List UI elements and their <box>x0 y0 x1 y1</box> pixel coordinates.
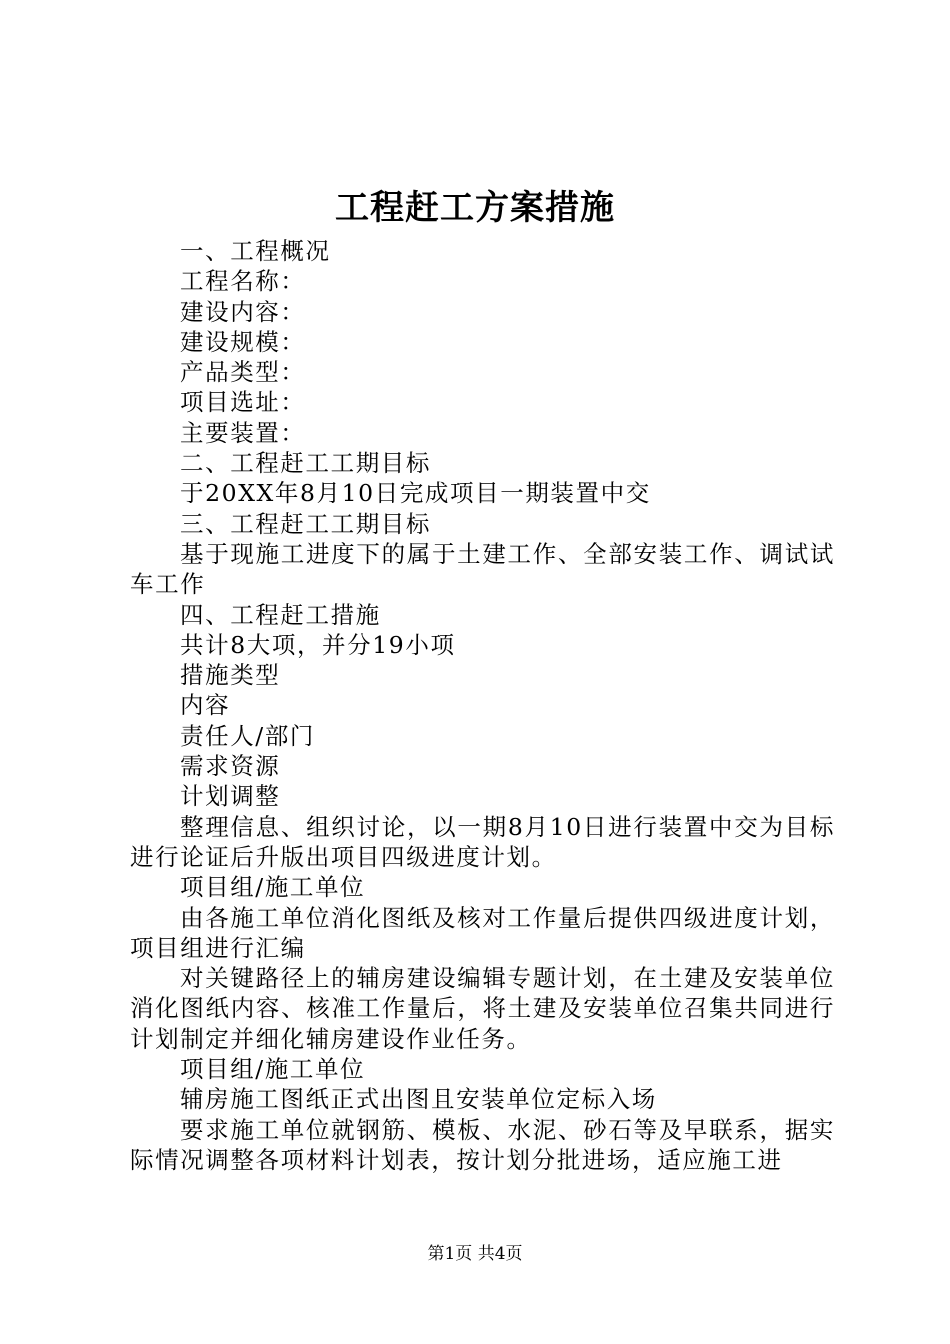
paragraph: 基于现施工进度下的属于土建工作、全部安装工作、调试试车工作 <box>130 539 835 599</box>
paragraph: 责任人/部门 <box>180 721 316 750</box>
paragraph: 产品类型： <box>180 358 306 387</box>
paragraph: 于20XX年8月10日完成项目一期装置中交 <box>180 479 651 508</box>
paragraph: 项目选址： <box>180 388 306 417</box>
page-footer: 第1页 共4页 <box>427 1244 523 1264</box>
paragraph: 四、工程赶工措施 <box>180 600 381 629</box>
paragraph: 主要装置： <box>180 418 306 447</box>
paragraph: 需求资源 <box>180 752 281 781</box>
paragraph: 要求施工单位就钢筋、模板、水泥、砂石等及早联系，据实际情况调整各项材料计划表，按计划分批进场，适应施工进 <box>130 1115 835 1174</box>
paragraph: 一、工程概况 <box>180 237 331 265</box>
paragraph: 措施类型 <box>180 661 281 690</box>
paragraph: 由各施工单位消化图纸及核对工作量后提供四级进度计划，项目组进行汇编 <box>130 903 835 962</box>
paragraph: 辅房施工图纸正式出图且安装单位定标入场 <box>180 1085 657 1114</box>
paragraph: 内容 <box>180 691 231 720</box>
paragraph: 三、工程赶工工期目标 <box>180 509 431 538</box>
paragraph: 二、工程赶工工期目标 <box>180 449 431 478</box>
paragraph: 对关键路径上的辅房建设编辑专题计划，在土建及安装单位消化图纸内容、核准工作量后，将土建及安装单位召集共同进行计划制定并细化辅房建设作业任务。 <box>130 964 835 1053</box>
paragraph: 建设规模： <box>180 327 306 356</box>
paragraph: 项目组/施工单位 <box>180 873 366 902</box>
paragraph: 建设内容： <box>180 297 306 326</box>
paragraph: 工程名称： <box>180 267 306 296</box>
paragraph: 共计8大项，并分19小项 <box>180 630 456 659</box>
paragraph: 项目组/施工单位 <box>180 1055 366 1084</box>
paragraph: 计划调整 <box>180 782 281 811</box>
document-body <box>130 236 835 1175</box>
paragraph: 整理信息、组织讨论，以一期8月10日进行装置中交为目标进行论证后升版出项目四级进度计划。 <box>130 812 835 871</box>
page-title: 工程赶工方案措施 <box>335 188 615 228</box>
